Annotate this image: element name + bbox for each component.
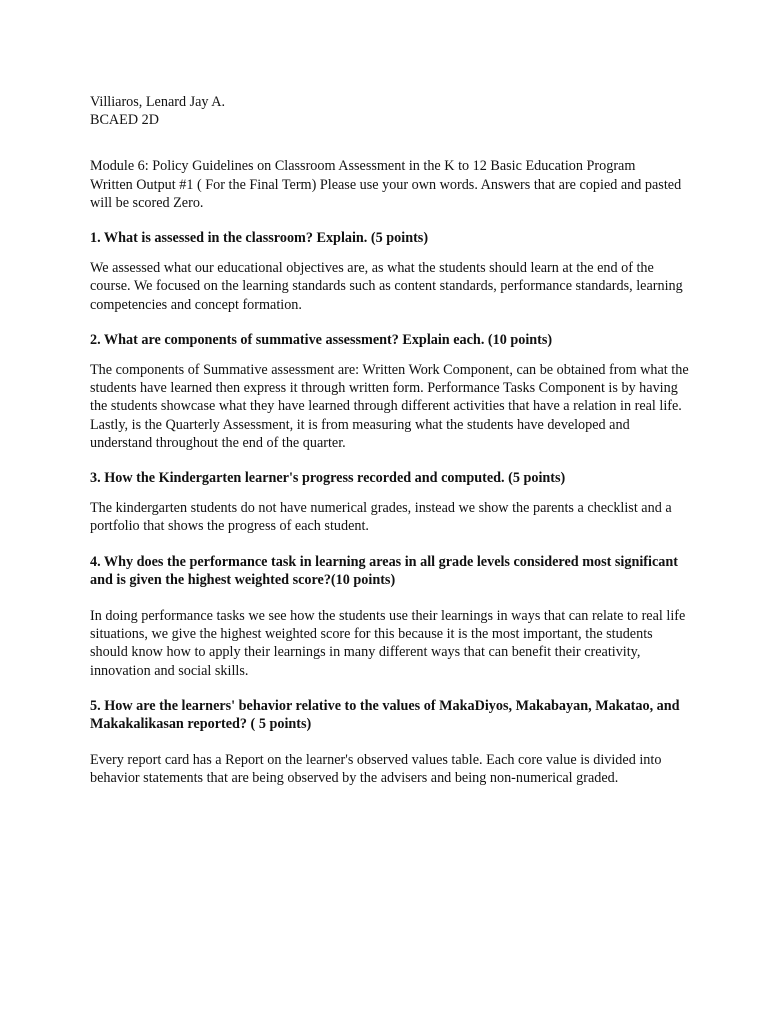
student-name: Villiaros, Lenard Jay A. <box>90 94 226 110</box>
module-title: Module 6: Policy Guidelines on Classroom Assessment in the K to 12 Basic Education Program <box>90 158 636 175</box>
document-page <box>90 93 690 788</box>
student-header <box>90 93 690 129</box>
question-4: 4. Why does the performance task in learning areas in all grade levels considered most significant and is given the highest weighted score?(10 points) <box>90 553 678 588</box>
module-info <box>90 157 690 212</box>
answer-1: We assessed what our educational objectives are, as what the students should learn at the end of the course. We focused on the learning standards such as content standards, performance standards, learning competencies and concept formation. <box>90 260 683 313</box>
answer-2: The components of Summative assessment are: Written Work Component, can be obtained from what the students have learned then express it through written form. Performance Tasks Component is by having the students showcase what they have learned through different activities that have a relation in real life. Lastly, is the Quarterly Assessment, it is from measuring what the students have developed and understand throughout the end of the quarter. <box>90 362 689 451</box>
answer-3: The kindergarten students do not have numerical grades, instead we show the parents a checklist and a portfolio that shows the progress of each student. <box>90 500 672 535</box>
student-course: BCAED 2D <box>90 112 159 129</box>
question-3: 3. How the Kindergarten learner's progress recorded and computed. (5 points) <box>90 470 566 487</box>
answer-4: In doing performance tasks we see how the students use their learnings in ways that can relate to real life situations, we give the highest weighted score for this because it is the most important, the students should know how to apply their learnings in many different ways that can benefit their creativity, innovation and social skills. <box>90 608 686 679</box>
question-5: 5. How are the learners' behavior relative to the values of MakaDiyos, Makabayan, Makatao, and Makakalikasan reported? ( 5 points) <box>90 697 680 733</box>
question-2: 2. What are components of summative assessment? Explain each. (10 points) <box>90 331 553 348</box>
question-1: 1. What is assessed in the classroom? Explain. (5 points) <box>90 230 429 247</box>
module-instructions: Written Output #1 ( For the Final Term) Please use your own words. Answers that are copied and pasted will be scored Zero. <box>90 176 682 211</box>
answer-5: Every report card has a Report on the learner's observed values table. Each core value is divided into behavior statements that are being observed by the advisers and being non-numerical graded. <box>90 752 662 787</box>
